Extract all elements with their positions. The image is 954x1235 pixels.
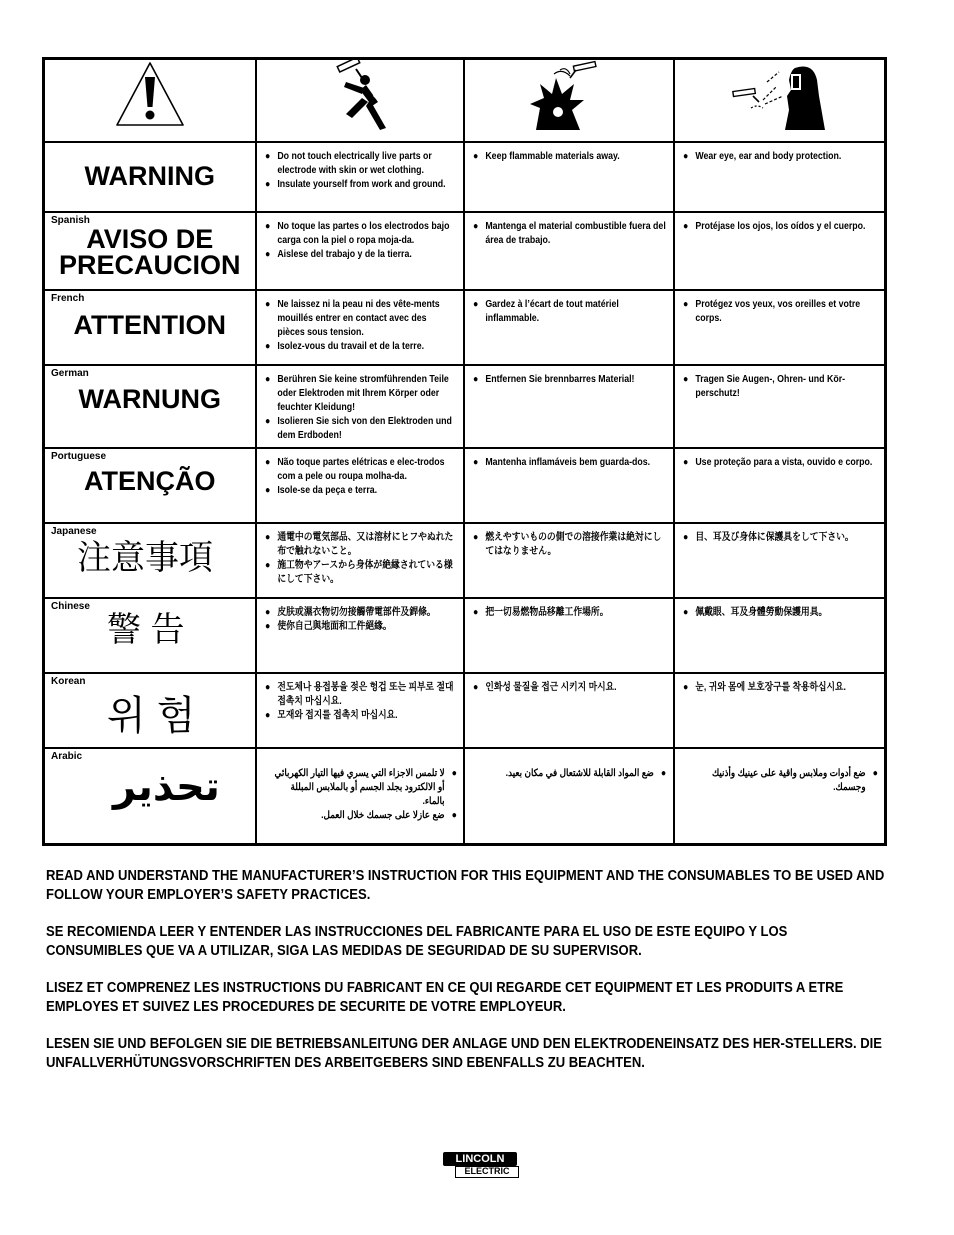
bullet-list: [265, 373, 457, 443]
bullet-list: [683, 220, 879, 234]
language-cell: [44, 365, 256, 448]
bullet-list: [265, 767, 457, 823]
warning-row: [44, 212, 886, 290]
warning-row: [44, 673, 886, 748]
bullet-item: ● Protéjase los ojos, los oídos y el cuerpo.: [683, 220, 877, 234]
bullet-item: ● Keep flammable materials away.: [473, 150, 666, 164]
hazard-text-cell: [674, 448, 886, 523]
bullet-list: [683, 767, 879, 795]
bullet-item: ● 目、耳及び身体に保護具をして下さい。: [683, 531, 877, 545]
instruction-paragraph: SE RECOMIENDA LEER Y ENTENDER LAS INSTRUCCIONES DEL FABRICANTE PARA EL USO DE ESTE EQUIPO Y LOS CONSUMIBLES QUE VA A UTILIZAR, SIGA LAS MEDIDAS DE SEGURIDAD DE SU SUPERVISOR.: [46, 924, 788, 959]
bullet-item: ● Mantenga el material combustible fuera del área de trabajo.: [473, 220, 666, 248]
hazard-text-cell: [464, 290, 674, 365]
language-cell: [44, 142, 256, 212]
hazard-text-cell: [464, 365, 674, 448]
bullet-list: [683, 681, 879, 695]
warning-word: ATENÇÃO: [84, 465, 216, 496]
bullet-list: [473, 606, 667, 620]
logo-bottom-text: ELECTRIC: [455, 1166, 519, 1178]
bullet-item: ● Isolez-vous du travail et de la terre.: [265, 340, 456, 354]
bullet-item: ● ضع أدوات وملابس واقية على عينيك وأذنيك وجسمك.: [684, 767, 878, 795]
bullet-item: ● Gardez à l’écart de tout matériel inflammable.: [473, 298, 666, 326]
hazard-text-cell: [674, 290, 886, 365]
logo-top-text: LINCOLN: [443, 1152, 517, 1166]
language-cell: [44, 523, 256, 598]
language-cell: [44, 448, 256, 523]
bullet-item: ● Insulate yourself from work and ground.: [265, 178, 456, 192]
bullet-list: [265, 150, 457, 192]
warning-row: [44, 598, 886, 673]
language-cell: [44, 748, 256, 845]
warning-row: [44, 365, 886, 448]
bullet-item: ● Berühren Sie keine stromführenden Teile oder Elektroden mit Ihrem Körper oder feuchter Kleidung!: [265, 373, 456, 415]
hazard-text-cell: [256, 290, 464, 365]
bullet-item: ● ضع المواد القابلة للاشتعال في مكان بعيد.: [474, 767, 667, 781]
hazard-text-cell: [674, 365, 886, 448]
warning-word: AVISO DE PRECAUCION: [58, 223, 241, 280]
bullet-item: ● Mantenha inflamáveis bem guarda-dos.: [473, 456, 666, 470]
bullet-list: [473, 373, 667, 387]
hazard-text-cell: [674, 748, 886, 845]
bullet-list: [473, 298, 667, 326]
bullet-item: ● 눈, 귀와 몸에 보호장구를 착용하십시요.: [683, 681, 877, 695]
bullet-list: [683, 456, 879, 470]
warning-word: 注意事項: [77, 538, 213, 577]
bullet-item: ● 전도체나 용접봉을 젖은 헝겁 또는 피부로 절대 접촉치 마십시요.: [265, 681, 456, 709]
language-cell: [44, 598, 256, 673]
bullet-item: ● Isolieren Sie sich von den Elektroden und dem Erdboden!: [265, 415, 456, 443]
warning-word: WARNUNG: [78, 383, 221, 414]
warning-row: [44, 448, 886, 523]
warning-triangle-icon: [114, 60, 186, 128]
bullet-item: ● Protégez vos yeux, vos oreilles et votre corps.: [683, 298, 877, 326]
warning-word: ATTENTION: [73, 309, 226, 340]
bullet-item: ● لا تلمس الاجزاء التي يسري فيها التيار الكهربائي أو الالكترود بجلد الجسم أو بالملابس المبللة بالماء.: [266, 767, 457, 809]
bullet-item: ● Wear eye, ear and body protection.: [683, 150, 877, 164]
bullet-item: ● 燃えやすいものの側での溶接作業は絶対にしてはなりません。: [473, 531, 666, 559]
bullet-item: ● Isole-se da peça e terra.: [265, 484, 456, 498]
bullet-item: ● Entfernen Sie brennbarres Material!: [473, 373, 666, 387]
icon-cell-fire: [464, 59, 674, 142]
hazard-text-cell: [256, 523, 464, 598]
bullet-list: [265, 681, 457, 723]
language-name: Portuguese: [51, 450, 107, 462]
instruction-paragraph: LISEZ ET COMPRENEZ LES INSTRUCTIONS DU FABRICANT EN CE QUI REGARDE CET EQUIPMENT ET LES PRODUITS A ETRE EMPLOYES ET SUIVEZ LES PROCEDURES DE SECURITE DE VOTRE EMPLOYEUR.: [46, 980, 844, 1015]
bullet-item: ● 使你自己與地面和工件絕緣。: [265, 620, 456, 634]
bullet-item: ● Use proteção para a vista, ouvido e corpo.: [683, 456, 877, 470]
bullet-list: [473, 767, 667, 781]
hazard-text-cell: [256, 673, 464, 748]
bullet-item: ● ضع عازلا على جسمك خلال العمل.: [266, 809, 457, 823]
bullet-item: ● 佩戴眼、耳及身體勞動保護用具。: [683, 606, 877, 620]
warning-word: 警 告: [107, 610, 185, 649]
bullet-list: [683, 531, 879, 545]
bullet-item: ● No toque las partes o los electrodos bajo carga con la piel o ropa moja-da.: [265, 220, 456, 248]
fire-explosion-icon: [524, 60, 614, 132]
language-name: German: [51, 367, 89, 379]
warning-row: [44, 523, 886, 598]
hazard-text-cell: [256, 365, 464, 448]
bullet-list: [265, 606, 457, 634]
instruction-paragraph: LESEN SIE UND BEFOLGEN SIE DIE BETRIEBSANLEITUNG DER ANLAGE UND DEN ELEKTRODENEINSATZ DES HER-STELLERS. DIE UNFALLVERHÜTUNGSVORSCHRIFTEN DES ARBEITGEBERS SIND EBENFALLS ZU BEACHTEN.: [46, 1036, 883, 1071]
bullet-item: ● 皮肤或濕衣物切勿接觸帶電部件及銲條。: [265, 606, 456, 620]
bullet-list: [473, 220, 667, 248]
bullet-list: [265, 298, 457, 354]
language-cell: [44, 673, 256, 748]
bullet-list: [265, 220, 457, 262]
warning-word: 위 험: [107, 693, 196, 738]
hazard-text-cell: [464, 448, 674, 523]
hazard-text-cell: [464, 212, 674, 290]
bullet-item: ● Aislese del trabajo y de la tierra.: [265, 248, 456, 262]
bullet-item: ● 인화성 물질을 접근 시키지 마시요.: [473, 681, 666, 695]
bullet-list: [473, 681, 667, 695]
bullet-item: ● Não toque partes elétricas e elec-trodos com a pele ou roupa molha-da.: [265, 456, 456, 484]
bullet-item: ● 通電中の電気部品、又は溶材にヒフやぬれた布で触れないこと。: [265, 531, 456, 559]
hazard-text-cell: [464, 673, 674, 748]
language-name: Arabic: [51, 750, 83, 762]
bullet-list: [265, 456, 457, 498]
hazard-text-cell: [674, 523, 886, 598]
icon-cell-shock: [256, 59, 464, 142]
bullet-item: ● Tragen Sie Augen-, Ohren- und Kör-perschutz!: [683, 373, 877, 401]
hazard-text-cell: [464, 748, 674, 845]
language-name: Chinese: [51, 600, 90, 612]
bullet-list: [683, 373, 879, 401]
bullet-list: [473, 150, 667, 164]
bullet-item: ● 把一切易燃物品移離工作場所。: [473, 606, 666, 620]
hazard-text-cell: [674, 212, 886, 290]
hazard-text-cell: [674, 673, 886, 748]
warning-row: [44, 142, 886, 212]
hazard-text-cell: [256, 212, 464, 290]
hazard-text-cell: [674, 142, 886, 212]
icon-row: [44, 59, 886, 142]
bullet-item: ● 施工物やアースから身体が絶縁されている様にして下さい。: [265, 559, 456, 587]
bullet-list: [473, 456, 667, 470]
warning-row: [44, 290, 886, 365]
icon-cell-warning: [44, 59, 256, 142]
safety-warning-table: [42, 57, 887, 846]
icon-cell-protection: [674, 59, 886, 142]
eye-ear-protection-icon: [729, 60, 829, 132]
electric-shock-icon: [320, 60, 400, 132]
bullet-list: [683, 606, 879, 620]
hazard-text-cell: [464, 142, 674, 212]
bullet-item: ● 모재와 접지를 접촉치 마십시요.: [265, 709, 456, 723]
language-name: Korean: [51, 675, 86, 687]
hazard-text-cell: [256, 448, 464, 523]
language-name: French: [51, 292, 85, 304]
warning-word: WARNING: [84, 160, 215, 191]
lincoln-electric-logo: [443, 1152, 521, 1178]
bullet-item: ● Ne laissez ni la peau ni des vête-ments mouillés entrer en contact avec des pièces sous tension.: [265, 298, 456, 340]
hazard-text-cell: [464, 598, 674, 673]
instruction-paragraph: READ AND UNDERSTAND THE MANUFACTURER’S INSTRUCTION FOR THIS EQUIPMENT AND THE CONSUMABLES TO BE USED AND FOLLOW YOUR EMPLOYER’S SAFETY PRACTICES.: [46, 868, 885, 903]
language-cell: [44, 212, 256, 290]
warning-row: [44, 748, 886, 845]
bullet-list: [473, 531, 667, 559]
instruction-paragraphs: [46, 867, 886, 1091]
hazard-text-cell: [256, 748, 464, 845]
hazard-text-cell: [256, 598, 464, 673]
language-name: Spanish: [51, 214, 90, 226]
bullet-item: ● Do not touch electrically live parts or electrode with skin or wet clothing.: [265, 150, 456, 178]
hazard-text-cell: [256, 142, 464, 212]
language-name: Japanese: [51, 525, 97, 537]
language-cell: [44, 290, 256, 365]
warning-word: تحذير: [113, 764, 220, 809]
bullet-list: [683, 298, 879, 326]
bullet-list: [683, 150, 879, 164]
bullet-list: [265, 531, 457, 587]
hazard-text-cell: [464, 523, 674, 598]
hazard-text-cell: [674, 598, 886, 673]
